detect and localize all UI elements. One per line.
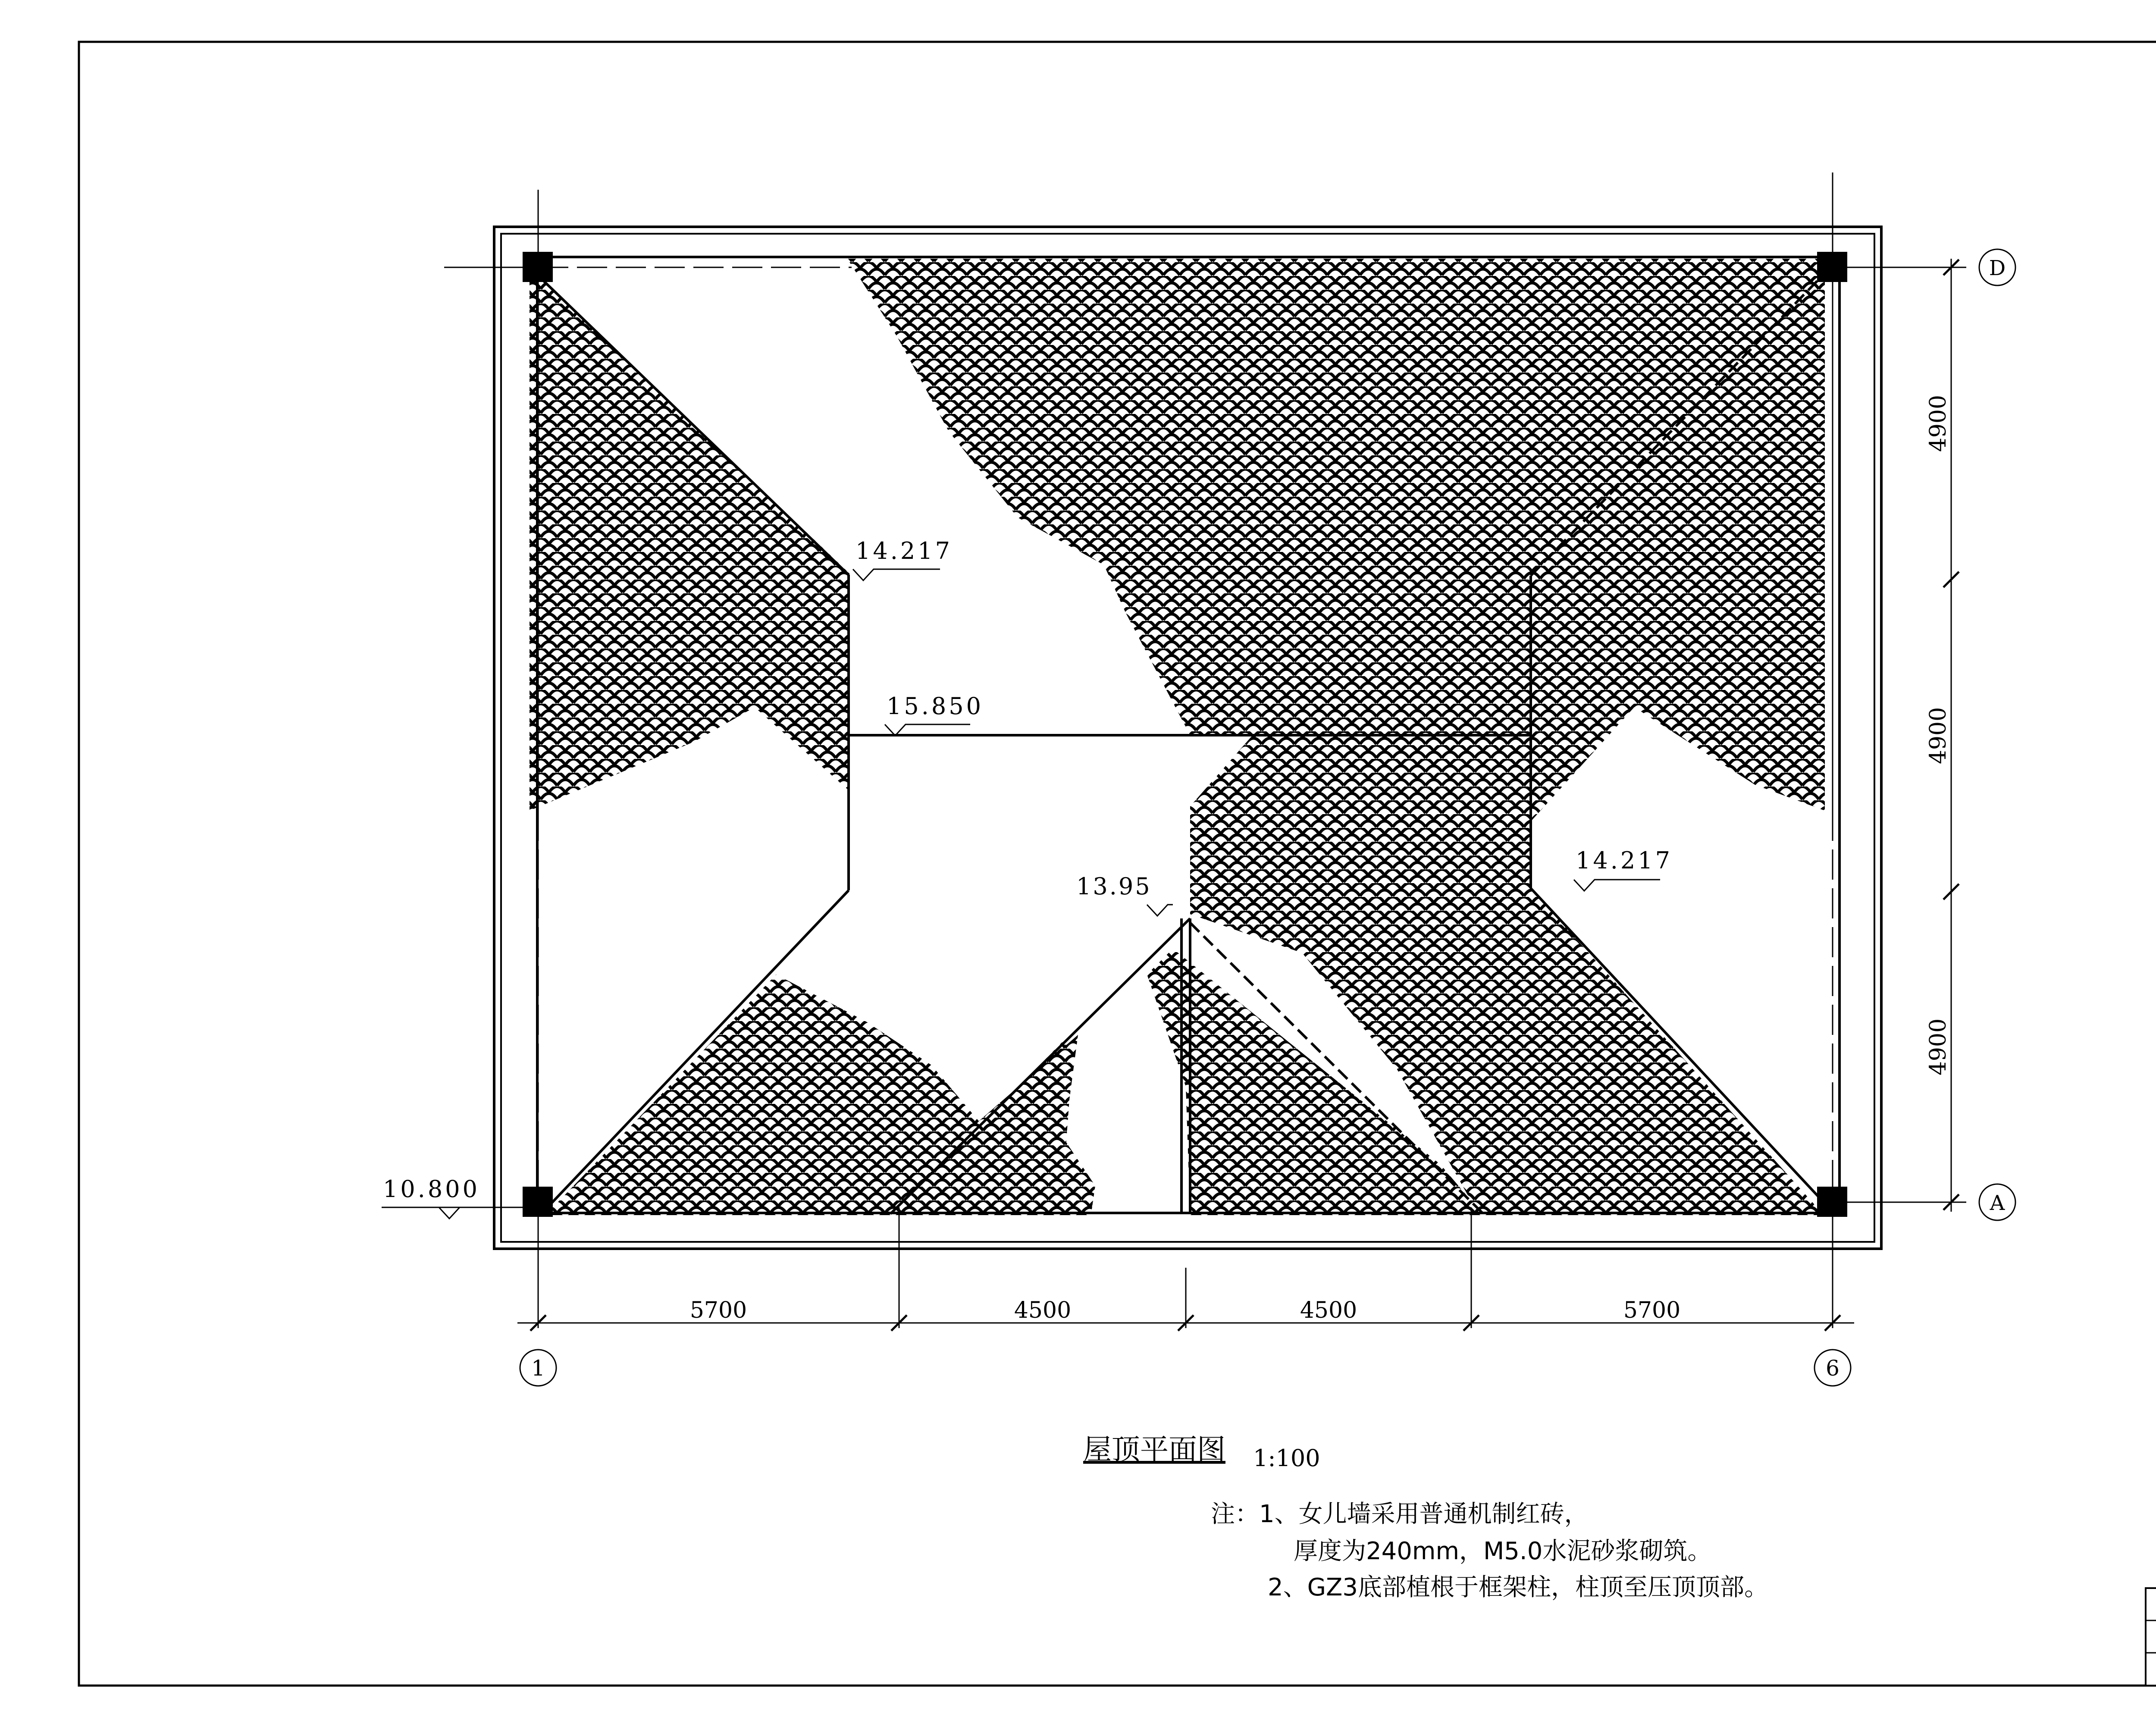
column-6-A	[1817, 1187, 1847, 1217]
elevation-text-valley: 13.95	[1076, 873, 1152, 900]
elevation-text-eave: 10.800	[383, 1175, 480, 1203]
elevation-mark-left-mid	[853, 537, 953, 580]
dim-bottom-2: 4500	[1014, 1297, 1072, 1323]
elevation-mark-right-mid	[1574, 847, 1673, 891]
axis-bubble-6	[1814, 1350, 1851, 1386]
axis-bubble-1	[520, 1350, 556, 1386]
column-6-D	[1817, 252, 1847, 282]
axis-label-6: 6	[1826, 1356, 1839, 1381]
dim-bottom-3: 4500	[1300, 1297, 1357, 1323]
axis-label-1: 1	[531, 1356, 545, 1381]
drawing-scale: 1:100	[1253, 1445, 1320, 1472]
notes-prefix: 注：	[1211, 1500, 1259, 1528]
title-block	[2146, 1588, 2156, 1686]
column-1-A	[523, 1187, 553, 1217]
elevation-text-ridge: 15.850	[887, 693, 984, 720]
dim-right-2: 4900	[1925, 707, 1951, 765]
axis-label-D: D	[1989, 256, 2006, 280]
dim-bottom-4: 5700	[1623, 1297, 1681, 1323]
column-1-D	[523, 252, 553, 282]
axis-bubble-A	[1979, 1184, 2015, 1220]
elevation-mark-ridge	[885, 693, 984, 736]
dim-right-3: 4900	[1925, 1018, 1951, 1076]
notes-line-3: 2、GZ3底部植根于框架柱，柱顶至压顶顶部。	[1268, 1573, 1769, 1601]
dim-bottom-1: 5700	[689, 1297, 747, 1323]
drawing-title: 屋顶平面图	[1083, 1433, 1225, 1466]
elevation-text-right-mid: 14.217	[1576, 847, 1673, 874]
roof-tile-hatch	[530, 259, 1825, 1215]
notes-line-2: 厚度为240mm，M5.0水泥砂浆砌筑。	[1294, 1537, 1712, 1565]
elevation-mark-valley	[1076, 873, 1173, 916]
elevation-mark-eave	[382, 1175, 539, 1219]
elevation-text-left-mid: 14.217	[856, 537, 953, 564]
axis-bubble-D	[1979, 249, 2015, 285]
dim-right-1: 4900	[1925, 395, 1951, 452]
notes-line-1: 1、女儿墙采用普通机制红砖，	[1259, 1500, 1589, 1528]
axis-label-A: A	[1990, 1191, 2005, 1215]
